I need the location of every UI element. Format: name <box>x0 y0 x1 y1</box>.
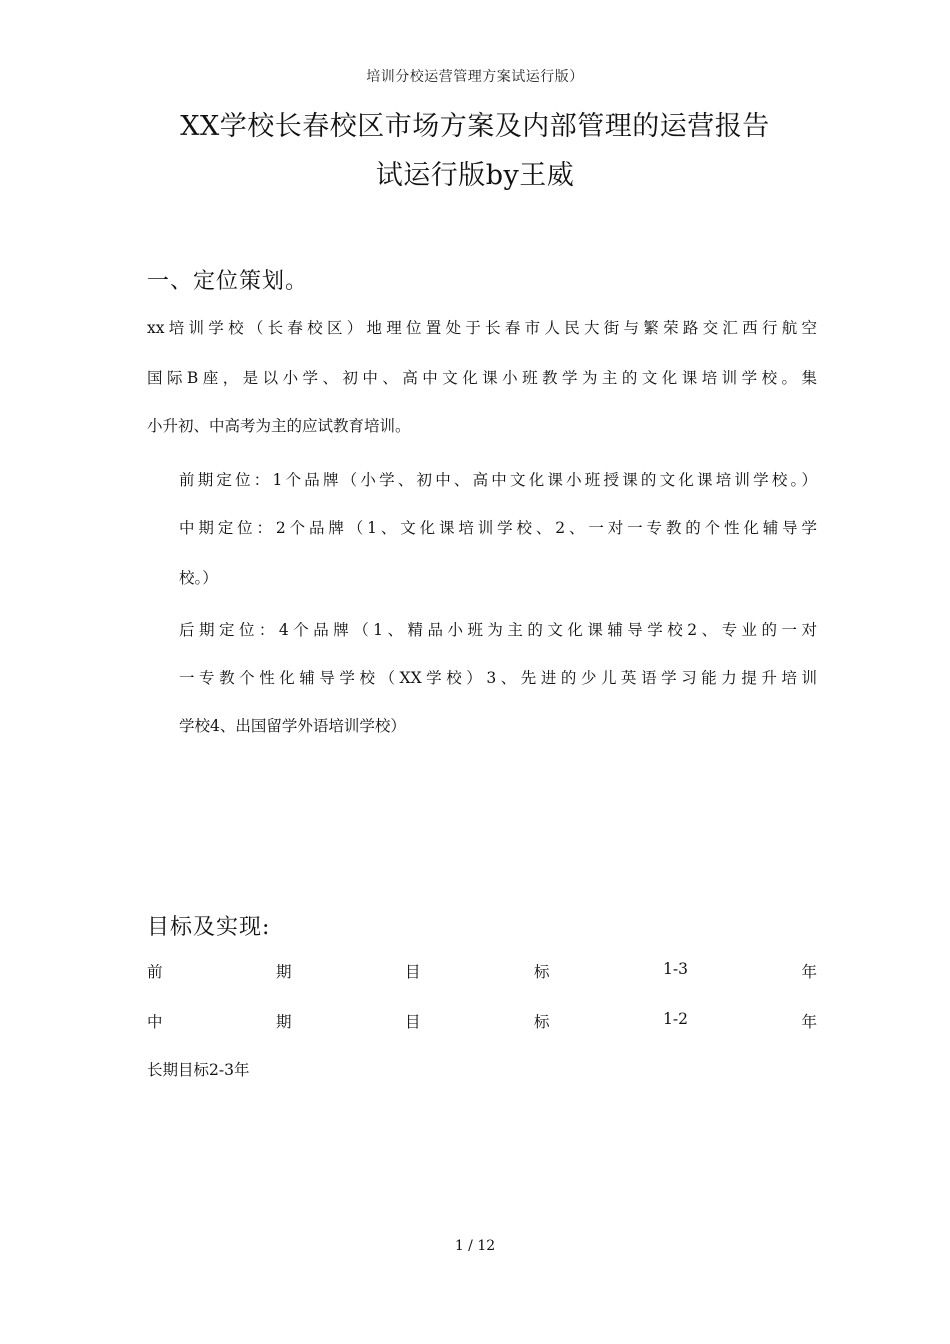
late-positioning-line: 后期定位：4个品牌（1、精品小班为主的文化课辅导学校2、专业的一对 <box>179 621 817 639</box>
long-term-goal: 长期目标2-3年 <box>147 1061 250 1079</box>
goal-cell: 期 <box>276 963 292 981</box>
intro-line: 国际B座，是以小学、初中、高中文化课小班教学为主的文化课培训学校。集 <box>147 369 817 387</box>
goal-row-mid <box>147 1010 817 1032</box>
goal-cell: 期 <box>276 1013 292 1031</box>
goal-cell: 1-2 <box>663 1010 688 1028</box>
intro-line: xx培训学校（长春校区）地理位置处于长春市人民大街与繁荣路交汇西行航空 <box>147 319 817 337</box>
early-positioning-line: 前期定位：1个品牌（小学、初中、高中文化课小班授课的文化课培训学校。） <box>179 471 817 489</box>
section-heading-goals: 目标及实现: <box>147 915 271 940</box>
goal-cell: 标 <box>534 963 550 981</box>
goal-cell: 中 <box>147 1013 163 1031</box>
goal-cell: 标 <box>534 1013 550 1031</box>
document-title-line-1: XX学校长春校区市场方案及内部管理的运营报告 <box>180 111 770 142</box>
section-heading-positioning: 一、定位策划。 <box>147 269 309 294</box>
goal-cell: 1-3 <box>663 960 688 978</box>
late-positioning-line: 学校4、出国留学外语培训学校） <box>179 717 406 735</box>
intro-line: 小升初、中高考为主的应试教育培训。 <box>147 417 411 435</box>
goal-cell: 前 <box>147 963 163 981</box>
mid-positioning-line: 校。） <box>179 569 218 587</box>
document-title-line-2: 试运行版by王威 <box>375 160 575 191</box>
goal-cell: 年 <box>801 963 817 981</box>
goal-row-early <box>147 960 817 982</box>
goal-cell: 目 <box>405 963 421 981</box>
goal-cell: 年 <box>801 1013 817 1031</box>
page-number: 1 / 12 <box>454 1238 496 1254</box>
goal-cell: 目 <box>405 1013 421 1031</box>
page-header: 培训分校运营管理方案试运行版） <box>366 69 584 85</box>
late-positioning-line: 一专教个性化辅导学校（XX学校）3、先进的少儿英语学习能力提升培训 <box>179 669 817 687</box>
mid-positioning-line: 中期定位：2个品牌（1、文化课培训学校、2、一对一专教的个性化辅导学 <box>179 519 817 537</box>
